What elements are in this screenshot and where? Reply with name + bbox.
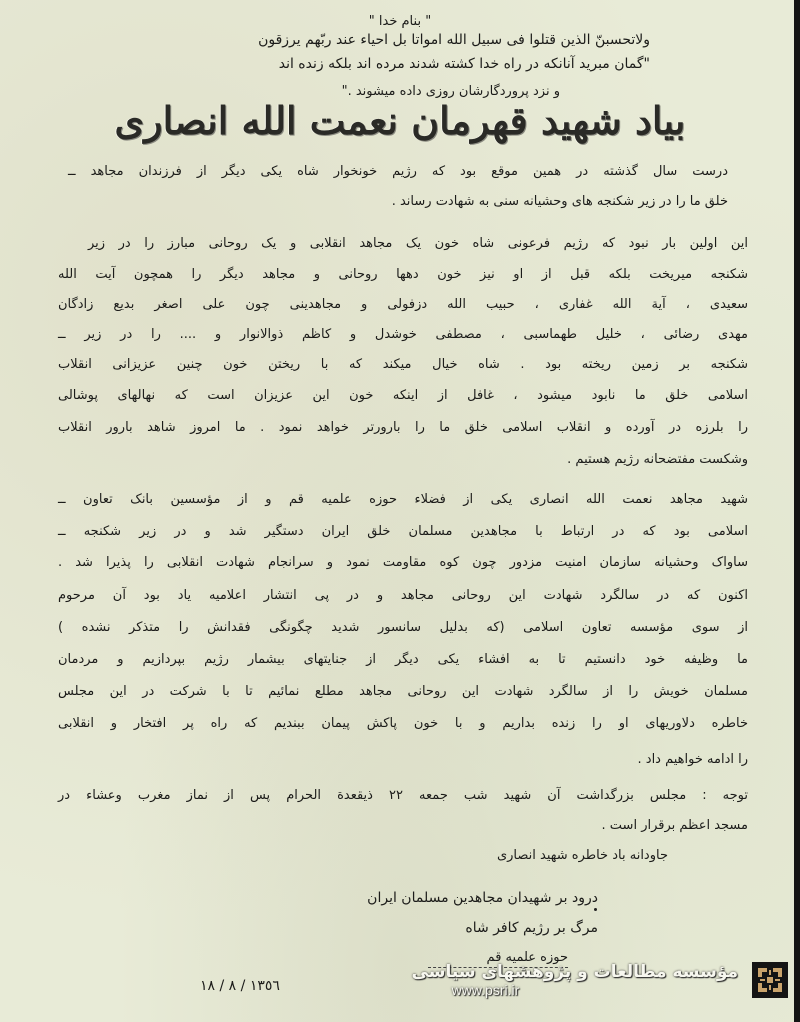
paragraph-line: اسلامی خلق ما نابود میشود ، غافل از اینکه خون این عزیزان است که نهالهای پوشالی <box>58 388 748 403</box>
paragraph-line: شکنجه میریخت بلکه قبل از او نیز خون دهها روحانی و مجاهد دیگر را همچون آیت الله <box>58 267 748 282</box>
paragraph-line: ما وظیفه خود دانستیم تا به افشاء یکی دیگر از جنایتهای بیشمار رژیم بپردازیم و مردمان <box>58 652 748 667</box>
document-title: بیاد شهید قهرمان نعمت الله انصاری <box>114 98 686 143</box>
psri-logo-glyph <box>756 966 784 994</box>
institute-url: www.psri.ir <box>451 982 520 998</box>
closing-slogan: جاودانه باد خاطره شهید انصاری <box>496 848 668 863</box>
psri-logo-icon <box>752 962 788 998</box>
paragraph-line: درست سال گذشته در همین موقع بود که رژیم خونخوار شاه یکی دیگر از فرزندان مجاهد ــ <box>68 164 728 179</box>
institute-watermark <box>412 962 738 998</box>
closing-slogan: مرگ بر رژیم کافر شاه <box>465 920 598 936</box>
paragraph-line: ساواک وحشیانه سازمان امنیت مزدور چون کوه مقاومت نمود و سرانجام شهادت انقلابی را پذیرا شد . <box>58 555 748 570</box>
paragraph-line: خلق ما را در زیر شکنجه های وحشیانه سنی به شهادت رساند . <box>391 194 728 209</box>
translation-line-1: "گمان مبرید آنانکه در راه خدا کشته شدند مرده اند بلکه زنده اند <box>278 56 650 72</box>
paragraph-line: مسلمان خویش را از سالگرد شهادت این روحانی مجاهد مطلع نمائیم تا با شرکت در این مجلس <box>58 684 748 699</box>
paragraph-line: اکنون که در سالگرد شهادت این روحانی مجاهد و در پی انتشار اعلامیه یاد بود آن مرحوم <box>58 588 748 603</box>
paragraph-line: خاطره دلاوریهای او را زنده بداریم و با خون پاکش پیمان ببندیم که راه پر افتخار و انقلابی <box>58 716 748 731</box>
translation-line-2: و نزد پروردگارشان روزی داده میشوند ." <box>341 84 560 99</box>
ink-speck <box>594 908 597 911</box>
paragraph-line: مهدی رضائی ، خلیل طهماسبی ، مصطفی خوشدل و کاظم ذوالانوار و .... را در زیر ــ <box>58 327 748 342</box>
note-line: مسجد اعظم برقرار است . <box>601 818 748 833</box>
closing-slogan: درود بر شهیدان مجاهدین مسلمان ایران <box>367 890 598 906</box>
signature: حوزه علمیه قم <box>428 950 568 968</box>
paragraph-line: را ادامه خواهیم داد . <box>637 752 748 767</box>
paragraph-line: اسلامی بود که در ارتباط با مجاهدین مسلمان خلق ایران دستگیر شد و در زیر شکنجه ــ <box>58 524 748 539</box>
paragraph-line: شهید مجاهد نعمت الله انصاری یکی از فضلاء حوزه علمیه قم و از مؤسسین بانک تعاون ــ <box>58 492 748 507</box>
document-date: ١٣٥٦ / ٨ / ١٨ <box>200 978 280 994</box>
paragraph-line: وشکست مفتضحانه رژیم هستیم . <box>567 452 748 467</box>
paragraph-line: از سوی مؤسسه تعاون اسلامی (که بدلیل سانسور شدید چگونگی فقدانش را متذکر نشده ) <box>58 620 748 635</box>
paragraph-line: سعیدی ، آیة الله غفاری ، حبیب الله دزفولی و مجاهدینی چون علی اصغر بدیع زادگان <box>58 297 748 312</box>
note-line: توجه : مجلس بزرگداشت آن شهید شب جمعه ۲۲ ذیقعدة الحرام پس از نماز مغرب وعشاء در <box>58 788 749 803</box>
paragraph-line: شکنجه بر زمین ریخته بود . شاه خیال میکند که با ریختن خون چنین عزیزانی انقلاب <box>58 357 748 372</box>
paragraph-line: را بلرزه در آورده و انقلاب اسلامی خلق ما را بارورتر خواهد نمود . ما امروز شاهد بارور انقلاب <box>58 420 748 435</box>
institute-name: مؤسسه مطالعات و پژوهشهای سیاسی <box>411 962 738 982</box>
paragraph-line: این اولین بار نبود که رژیم فرعونی شاه خون یک مجاهد انقلابی و یک روحانی مبارز را در زیر <box>88 236 748 251</box>
invocation: " بنام خدا " <box>368 14 432 29</box>
quran-verse: ولاتحسبنّ الذین قتلوا فی سبیل الله امواتا بل احیاء عند ربّهم یرزقون <box>258 32 650 48</box>
